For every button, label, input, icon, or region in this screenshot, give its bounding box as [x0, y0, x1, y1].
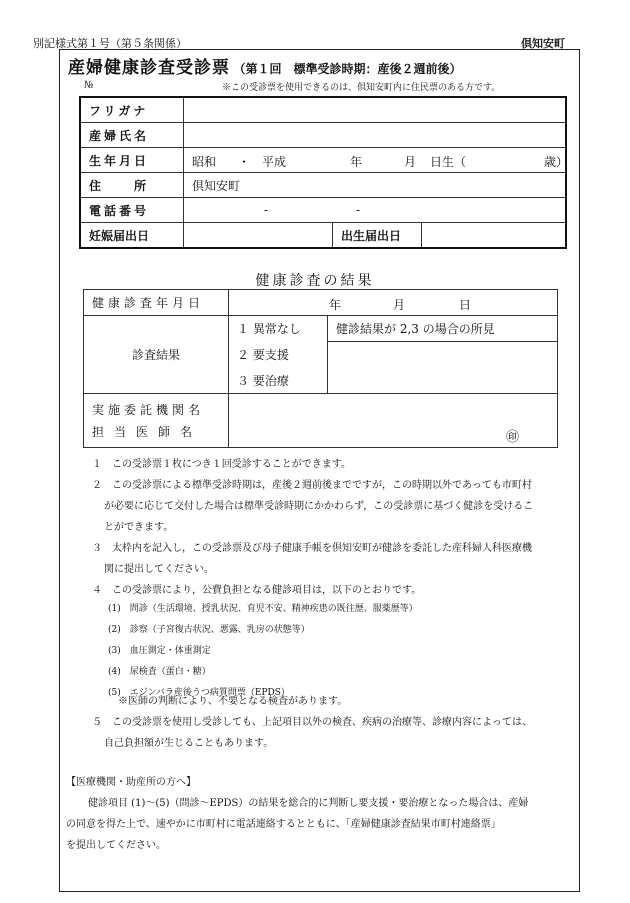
exam-items-list: [108, 599, 418, 704]
number-label: №: [84, 80, 94, 91]
exam-result-label: 診査結果: [84, 316, 229, 394]
pregnancy-report-label: 妊娠届出日: [80, 223, 184, 249]
birthdate-label: 生年月日: [80, 148, 184, 173]
note-3a: ３ 太枠内を記入し，この受診票及び母子健康手帳を倶知安町が健診を委託した産科婦人科医療機: [92, 543, 532, 554]
note-1: １ この受診票１枚につき１回受診することができます。: [92, 459, 351, 470]
seal-icon: ㊞: [505, 429, 519, 445]
note-2b: が必要に応じて交付した場合は標準受診時期にかかわらず，この受診票に基づく健診を受けるこ: [104, 501, 534, 512]
furigana-field[interactable]: [184, 97, 567, 123]
exam-item: (4) 尿検査（蛋白・糖）: [108, 667, 211, 677]
birth-year-label: 年: [350, 155, 363, 169]
findings-label: 健診結果が 2,3 の場合の所見: [328, 316, 558, 342]
exam-date-field[interactable]: [229, 290, 558, 316]
exam-item: (1) 問診（生活環境、授乳状況、育児不安、精神疾患の既往歴、服薬歴等）: [108, 604, 418, 614]
note-2a: ２ この受診票による標準受診時期は，産後２週前後までですが，この時期以外であっても市町村: [92, 480, 532, 491]
phone-dash-2: -: [356, 203, 361, 217]
exam-day-label: 日: [459, 297, 472, 312]
address-field[interactable]: 倶知安町: [184, 173, 567, 198]
exam-item: (3) 血圧測定・体重測定: [108, 646, 211, 656]
institution-label: [84, 394, 229, 448]
birth-age-close: 歳）: [544, 155, 569, 169]
furigana-label: フリガナ: [80, 97, 184, 123]
medical-section: [66, 772, 574, 856]
medical-heading: 【医療機関・助産所の方へ】: [66, 777, 196, 788]
result-option-treatment[interactable]: ３ 要治療: [229, 368, 328, 394]
birth-month-label: 月: [404, 155, 417, 169]
exam-item: (2) 診察（子宮復古状況、悪露、乳房の状態等）: [108, 625, 310, 635]
title-sub: （第１回 標準受診時期：産後２週前後）: [233, 62, 462, 76]
note-5b: 自己負担額が生じることもあります。: [104, 738, 274, 749]
usage-notes: [92, 454, 578, 601]
form-reference: 別記様式第１号（第５条関係）: [33, 37, 187, 50]
municipality-label: 倶知安町: [521, 37, 565, 50]
exam-date-label: 健康診査年月日: [84, 290, 229, 316]
address-label: 住 所: [80, 173, 184, 198]
birth-report-field[interactable]: [422, 223, 567, 249]
form-title: [68, 53, 462, 78]
eligibility-note: ※この受診票を使用できるのは、倶知安町内に住民票のある方です。: [222, 83, 501, 93]
birth-day-age-label: 日生（: [430, 155, 467, 169]
era-separator: ・: [238, 155, 251, 169]
findings-field[interactable]: [328, 342, 558, 394]
note-5: [92, 712, 578, 754]
phone-field[interactable]: [184, 198, 567, 223]
result-heading: 健康診査の結果: [255, 273, 375, 289]
title-main: 産婦健康診査受診票: [68, 58, 230, 78]
exam-month-label: 月: [393, 297, 406, 312]
medical-line-1: 健診項目 (1)～(5)（問診～EPDS）の結果を総合的に判断し要支援・要治療となった場合は、産婦: [88, 798, 529, 809]
pregnancy-report-field[interactable]: [184, 223, 333, 249]
name-label: 産婦氏名: [80, 123, 184, 148]
era-showa: 昭和: [192, 155, 217, 169]
institution-name-label: 実施委託機関名: [92, 402, 205, 417]
note-3b: 関に提出してください。: [104, 564, 214, 575]
medical-line-3: を提出してください。: [66, 840, 166, 851]
personal-info-table: [79, 96, 567, 249]
medical-line-2: の同意を得た上で、速やかに市町村に電話連絡するとともに、「産婦健康診査結果市町村連絡票」: [66, 819, 501, 830]
exam-year-label: 年: [329, 297, 342, 312]
result-table: [83, 289, 558, 448]
birthdate-field[interactable]: [184, 148, 567, 173]
note-2c: とができます。: [104, 522, 174, 533]
result-option-support[interactable]: ２ 要支援: [229, 342, 328, 368]
doctor-name-label: 担当医師名: [92, 424, 203, 439]
note-5a: ５ この受診票を使用し受診しても、上記項目以外の検査、疾病の治療等、診療内容によっては、: [92, 717, 532, 728]
exam-item: (5) エジンバラ産後うつ病質問票（EPDS）: [108, 688, 290, 698]
institution-field[interactable]: [229, 394, 558, 448]
phone-label: 電話番号: [80, 198, 184, 223]
name-field[interactable]: [184, 123, 567, 148]
era-heisei: 平成: [262, 155, 287, 169]
result-option-normal[interactable]: １ 異常なし: [229, 316, 328, 342]
birth-report-label: 出生届出日: [333, 223, 422, 249]
note-4: ４ この受診票により，公費負担となる健診項目は，以下のとおりです。: [92, 585, 422, 596]
phone-dash-1: -: [264, 203, 269, 217]
exam-items-note: ※医師の判断により、不要となる検査があります。: [118, 696, 348, 707]
